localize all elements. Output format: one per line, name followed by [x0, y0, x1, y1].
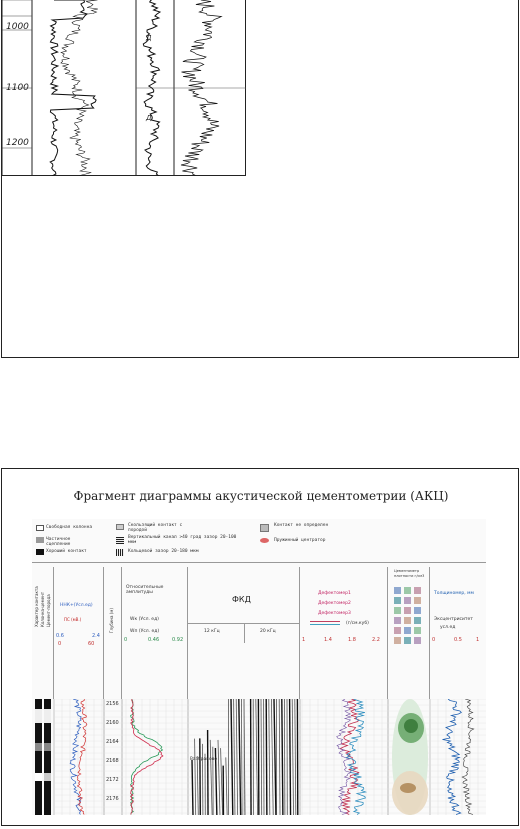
density-blob-4	[400, 783, 416, 793]
fkd-wave-16	[234, 699, 235, 815]
legend-swatch-centralizer	[260, 538, 269, 543]
density-swatch-c-5	[414, 637, 421, 644]
acoustic-cementometry-figure	[1, 468, 519, 826]
legend-swatch-good	[36, 549, 44, 555]
top-figure-frame	[1, 0, 519, 358]
fkd-wave-33	[282, 699, 283, 815]
amplitude-label: Относительные амплитуды	[126, 585, 164, 595]
ecc-scale-0: 0	[432, 637, 436, 643]
col-contact-label: Характер контакта	[34, 586, 39, 627]
fkd-wave-25	[261, 699, 262, 815]
density-swatch-b-3	[404, 617, 411, 624]
ecc-scale-1: 1	[476, 637, 480, 643]
legend-swatch-partial	[36, 537, 44, 543]
density-swatch-a-0	[394, 587, 401, 594]
density-scale-label: Цементометр плотности г/см3	[394, 569, 425, 578]
density-swatch-b-4	[404, 627, 411, 634]
defectometer-2: Дефектомер2	[318, 601, 351, 606]
col-defectometer-header	[300, 567, 388, 699]
contact-block-1	[35, 709, 42, 723]
def-scale-1: 1	[302, 637, 306, 643]
fkd-freq-20: 20 кГц	[260, 629, 276, 634]
contact-block-3	[35, 743, 42, 751]
fkd-wave-19	[241, 699, 242, 815]
amp-scale-092: 0.92	[172, 637, 184, 643]
fkd-wave-4	[202, 744, 203, 815]
thickness-label: Толщиномер, мм	[434, 591, 474, 596]
depth-tick-2160: 2160	[106, 720, 119, 726]
col-cement-rock-label: Цемент-порода	[46, 594, 51, 627]
nnk-label: ННК+(Усл.ед)	[60, 603, 93, 608]
density-swatch-a-4	[394, 627, 401, 634]
thickness-curve	[443, 699, 462, 815]
legend-swatch-sliding	[116, 524, 124, 530]
density-swatch-a-5	[394, 637, 401, 644]
density-swatch-c-2	[414, 607, 421, 614]
curve-label-d2: Д	[146, 114, 152, 122]
col-amplitude-header	[122, 567, 188, 699]
depth-label-1100: 1100	[6, 83, 29, 93]
fkd-annotation: Разбраково	[190, 757, 218, 762]
depth-tick-2164: 2164	[106, 739, 119, 745]
well-log-plot	[2, 0, 246, 176]
eccentricity-unit: усл.ед	[440, 625, 456, 630]
curve-label-d1: Д	[146, 34, 152, 42]
defectometer-line-sample	[310, 621, 340, 625]
density-swatch-c-3	[414, 617, 421, 624]
diagram-legend	[32, 519, 486, 563]
contact-block-b-4	[44, 751, 51, 773]
depth-column-label: Глубина (м)	[109, 608, 114, 633]
fkd-wave-32	[279, 699, 280, 815]
fkd-wave-23	[256, 699, 258, 815]
contact-block-b-5	[44, 773, 51, 781]
fkd-wave-10	[218, 740, 220, 815]
fkd-wave-38	[295, 699, 296, 815]
def-scale-14: 1.4	[324, 637, 332, 643]
density-swatch-c-4	[414, 627, 421, 634]
contact-block-4	[35, 751, 42, 773]
col-nnk-header	[54, 567, 104, 699]
legend-undefined-contact: Контакт не определен	[274, 523, 329, 528]
col-density-header	[388, 567, 430, 699]
ps-curve	[77, 699, 87, 815]
fkd-wave-7	[210, 740, 212, 815]
wk-label: Wк (Усл. ед)	[130, 617, 159, 622]
density-swatch-b-0	[404, 587, 411, 594]
wk-curve	[131, 699, 163, 815]
fkd-freq-12: 12 кГц	[204, 629, 220, 634]
fkd-wave-30	[274, 699, 276, 815]
legend-swatch-undefined	[260, 524, 269, 532]
fkd-wave-18	[239, 699, 241, 815]
fkd-wave-28	[269, 699, 270, 815]
density-swatch-b-1	[404, 597, 411, 604]
depth-tick-2172: 2172	[106, 777, 119, 783]
fkd-wave-29	[271, 699, 273, 815]
fkd-wave-27	[266, 699, 267, 815]
density-swatch-b-5	[404, 637, 411, 644]
def-scale-22: 2.2	[372, 637, 380, 643]
fkd-wave-0	[192, 760, 193, 815]
contact-block-b-2	[44, 723, 51, 743]
nnk-scale-max: 2.4	[92, 633, 100, 639]
col-casing-cement-label: Колонна-цемент	[40, 591, 45, 627]
depth-tick-2176: 2176	[106, 796, 119, 802]
nnk-scale-min: 0.6	[56, 633, 64, 639]
legend-swatch-vertical	[116, 537, 124, 544]
col-thickness-header	[430, 567, 486, 699]
contact-block-5	[35, 773, 42, 781]
fkd-title: ФКД	[232, 595, 251, 604]
def-scale-18: 1.8	[348, 637, 356, 643]
col-contact-header	[32, 567, 54, 699]
fkd-wave-11	[221, 748, 223, 815]
contact-block-6	[35, 781, 42, 815]
contact-block-b-3	[44, 743, 51, 751]
density-swatch-b-2	[404, 607, 411, 614]
fkd-wave-36	[290, 699, 291, 815]
legend-sliding-contact: Скользящий контакт с породой	[128, 523, 183, 533]
contact-block-b-6	[44, 781, 51, 815]
figure-title: Фрагмент диаграммы акустической цементометрии (АКЦ)	[73, 489, 449, 503]
wp-label: Wп (Усл. ед)	[130, 629, 160, 634]
density-blob-3	[392, 771, 428, 815]
fkd-subdivider	[244, 623, 245, 643]
legend-swatch-free	[36, 525, 44, 531]
log-curve-2	[61, 0, 98, 176]
amp-scale-046: 0.46	[148, 637, 160, 643]
eccentricity-label: Эксцентриситет	[434, 617, 473, 622]
defectometer-1: Дефектомер1	[318, 591, 351, 596]
density-swatch-c-1	[414, 597, 421, 604]
density-unit: (г/см.куб)	[346, 621, 369, 626]
col-fkd-header	[188, 567, 300, 699]
amp-scale-0: 0	[124, 637, 128, 643]
ps-label: ПС (мВ.)	[64, 617, 82, 622]
contact-block-b-0	[44, 699, 51, 709]
ecc-scale-05: 0.5	[454, 637, 462, 643]
fkd-wave-17	[236, 699, 237, 815]
density-swatch-a-2	[394, 607, 401, 614]
fkd-wave-37	[292, 699, 293, 815]
density-swatch-a-1	[394, 597, 401, 604]
contact-block-2	[35, 723, 42, 743]
density-color-scale	[388, 581, 430, 661]
legend-swatch-annular	[116, 549, 124, 556]
legend-vertical-channel: Вертикальный канал >40 град зазор 20-100 мкм	[128, 535, 237, 545]
depth-tick-2156: 2156	[106, 701, 119, 707]
density-blob-2	[404, 719, 418, 733]
depth-label-1200: 1200	[6, 138, 29, 148]
fkd-wave-1	[195, 739, 196, 815]
depth-tick-2168: 2168	[106, 758, 119, 764]
legend-spring-centralizer: Пружинный центратор	[274, 538, 326, 543]
density-swatch-a-3	[394, 617, 401, 624]
ps-scale-max: 60	[88, 641, 95, 647]
fkd-wave-13	[226, 757, 227, 815]
legend-good-contact: Хороший контакт	[46, 549, 87, 554]
eccentricity-curve	[462, 699, 474, 815]
contact-block-b-1	[44, 709, 51, 723]
legend-partial-bond: Частичное сцепление	[46, 537, 71, 547]
density-swatch-c-0	[414, 587, 421, 594]
defectometer-3: Дефектомер3	[318, 611, 351, 616]
depth-label-1000: 1000	[6, 22, 29, 32]
well-log-svg	[2, 0, 246, 176]
akc-diagram	[32, 519, 486, 815]
ps-scale-min: 0	[58, 641, 62, 647]
contact-block-0	[35, 699, 42, 709]
col-depth-header	[104, 567, 122, 699]
legend-free-casing: Свободная колонна	[46, 525, 93, 530]
legend-annular-gap: Кольцевой зазор 20-180 мкм	[128, 549, 199, 554]
log-tracks	[32, 699, 486, 815]
fkd-wave-15	[231, 699, 233, 815]
